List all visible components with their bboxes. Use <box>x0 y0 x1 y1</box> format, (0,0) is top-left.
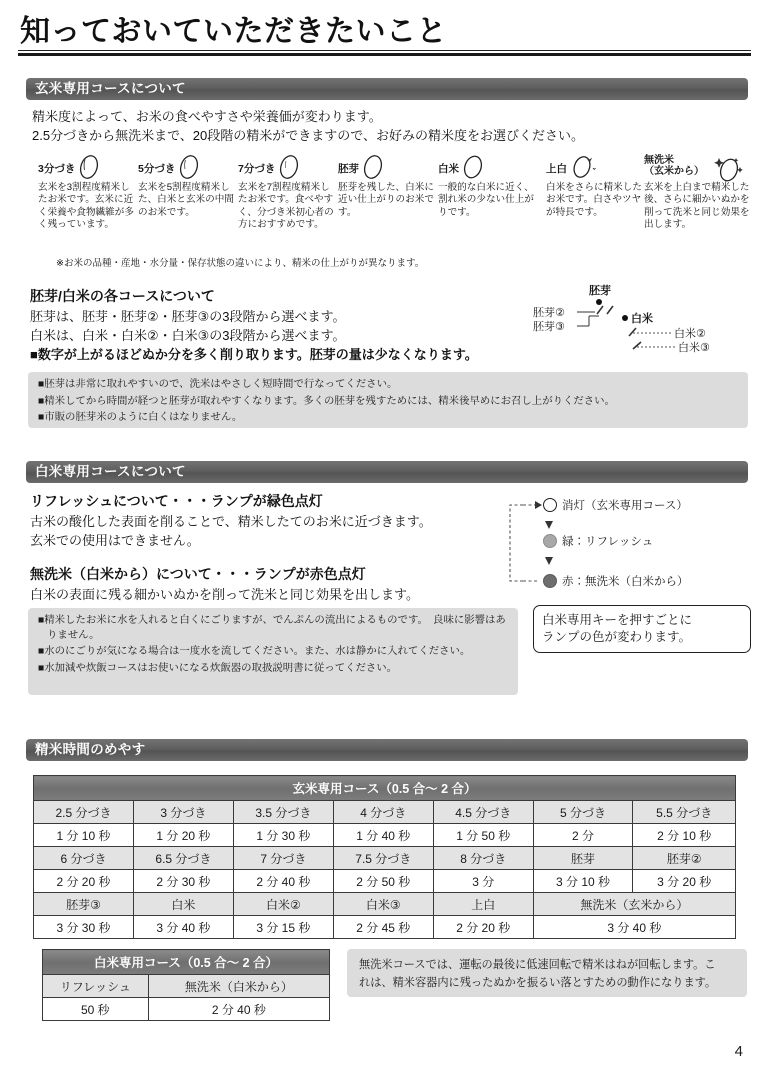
lamp-state-off <box>543 497 688 513</box>
table-row <box>34 870 736 893</box>
table-row <box>34 893 736 916</box>
white-rice-note-item: ■水のにごりが気になる場合は一度水を流してください。また、水は静かに入れてください。 <box>38 646 471 657</box>
rice-grain-dark-icon <box>78 154 100 183</box>
germ-white-step-diagram <box>533 285 748 358</box>
table-cell: 7 分づき <box>233 847 333 870</box>
table-cell: 2 分 20 秒 <box>433 916 533 939</box>
grain-header <box>38 155 134 181</box>
table-cell: 2 分 40 秒 <box>148 998 329 1021</box>
table-cell: 無洗米（白米から） <box>148 975 329 998</box>
diagram-label-germ2: 胚芽② <box>533 307 565 319</box>
grain-column-3bu <box>38 155 134 232</box>
grain-label: 5分づき <box>138 162 176 175</box>
table-cell: 2.5 分づき <box>34 801 134 824</box>
germ-note-item: ■市販の胚芽米のように白くはなりません。 <box>38 412 243 423</box>
grain-description: 玄米を7割程度精米したお米です。食べやすく、分づき米初心者の方におすすめです。 <box>238 182 334 231</box>
white-rice-note-item: ■水加減や炊飯コースはお使いになる炊飯器の取扱説明書に従ってください。 <box>38 662 398 674</box>
section-header-polish-time: 精米時間のめやす <box>26 739 748 761</box>
rice-grain-germ-icon <box>362 154 384 183</box>
diagram-label-germ: 胚芽 <box>589 285 611 297</box>
table-cell: 3 分 10 秒 <box>533 870 633 893</box>
grain-label: 無洗米 <box>644 155 674 166</box>
page-title: 知っておいていただきたいこと <box>20 15 447 48</box>
table-row <box>43 975 330 998</box>
rice-grain-polished-icon <box>570 154 600 183</box>
white-rice-time-table <box>42 949 330 1021</box>
white-rice-notes-box <box>28 608 518 695</box>
table-cell: 胚芽 <box>533 847 633 870</box>
refresh-line1: 古米の酸化した表面を削ることで、精米したてのお米に近づきます。 <box>30 514 432 529</box>
grain-column-musenmai <box>644 155 750 232</box>
table-cell: 1 分 50 秒 <box>433 824 533 847</box>
grain-header <box>644 155 750 185</box>
lamp-green-icon <box>543 534 557 548</box>
table-cell: 3 分づき <box>133 801 233 824</box>
grain-description: 玄米を3割程度精米したお米です。玄米に近く栄養や食物繊維が多く残っています。 <box>38 182 134 231</box>
key-note-line2: ランプの色が変わります。 <box>542 630 692 644</box>
table-cell: 上白 <box>433 893 533 916</box>
germ-notes-box <box>28 372 748 428</box>
lamp-red-label: 赤：無洗米（白米から） <box>562 576 689 588</box>
table-cell: 2 分 45 秒 <box>333 916 433 939</box>
rice-grain-medium-icon <box>178 154 200 183</box>
table-cell: 3 分 40 秒 <box>533 916 735 939</box>
table-cell: 3 分 <box>433 870 533 893</box>
rice-grain-light-icon <box>278 154 300 183</box>
table-caption-row <box>34 776 736 801</box>
grain-header <box>438 155 542 181</box>
table-cell: 8 分づき <box>433 847 533 870</box>
lamp-state-red <box>543 573 689 589</box>
lamp-off-label: 消灯（玄米専用コース） <box>562 500 688 512</box>
table-cell: 3 分 15 秒 <box>233 916 333 939</box>
table-cell: 6 分づき <box>34 847 134 870</box>
table-cell: 2 分 10 秒 <box>633 824 736 847</box>
grain-header <box>138 155 234 181</box>
grain-label: 胚芽 <box>338 162 359 175</box>
diagram-label-germ3: 胚芽③ <box>533 321 565 333</box>
table-row <box>34 824 736 847</box>
lamp-red-icon <box>543 574 557 588</box>
lamp-off-icon <box>543 498 557 512</box>
table-cell: 1 分 30 秒 <box>233 824 333 847</box>
table-cell: 2 分 20 秒 <box>34 870 134 893</box>
table-cell: 胚芽② <box>633 847 736 870</box>
table-cell: 3.5 分づき <box>233 801 333 824</box>
germ-note-item: ■精米してから時間が経つと胚芽が取れやすくなります。多くの胚芽を残すためには、精米後早めにお召し上がりください。 <box>38 395 615 407</box>
grain-column-top-white <box>546 155 642 219</box>
table-cell: 2 分 40 秒 <box>233 870 333 893</box>
table-cell: 5 分づき <box>533 801 633 824</box>
table-row <box>34 847 736 870</box>
table-cell: 無洗米（玄米から） <box>533 893 735 916</box>
grain-description: 白米をさらに精米したお米です。白さやツヤが特長です。 <box>546 182 642 218</box>
musenmai-heading: 無洗米（白米から）について・・・ランプが赤色点灯 <box>30 566 366 582</box>
page-title-block <box>18 16 751 56</box>
table-cell: 4.5 分づき <box>433 801 533 824</box>
brown-rice-intro-line1: 精米度によって、お米の食べやすさや栄養価が変わります。 <box>32 109 382 124</box>
rice-grain-gallery <box>30 155 750 265</box>
grain-label: 上白 <box>546 162 567 175</box>
brown-rice-time-table <box>33 775 736 939</box>
table-cell: 3 分 40 秒 <box>133 916 233 939</box>
grain-column-5bu <box>138 155 234 219</box>
table-cell: 2 分 50 秒 <box>333 870 433 893</box>
table-cell: 50 秒 <box>43 998 149 1021</box>
table-cell: 3 分 30 秒 <box>34 916 134 939</box>
grain-label-sub: （玄米から） <box>644 166 704 177</box>
lamp-cycle-diagram <box>505 495 755 600</box>
grain-header <box>546 155 642 181</box>
page-number: 4 <box>734 1043 743 1060</box>
brown-table-caption: 玄米専用コース（0.5 合～ 2 合） <box>34 776 736 801</box>
refresh-heading: リフレッシュについて・・・ランプが緑色点灯 <box>30 493 323 509</box>
side-note-line2: れは、精米容器内に残ったぬかを振るい落とすための動作になります。 <box>359 977 717 989</box>
grain-label: 白米 <box>438 162 459 175</box>
table-cell: 1 分 20 秒 <box>133 824 233 847</box>
diagram-label-white2: 白米② <box>674 328 706 340</box>
white-rice-key-callout <box>533 605 751 653</box>
germ-note-item: ■胚芽は非常に取れやすいので、洗米はやさしく短時間で行なってください。 <box>38 379 398 390</box>
table-cell: 2 分 <box>533 824 633 847</box>
refresh-line2: 玄米での使用はできません。 <box>30 533 200 548</box>
germ-white-line2: 白米は、白米・白米②・白米③の3段階から選べます。 <box>30 328 346 343</box>
section-header-brown-rice-course: 玄米専用コースについて <box>26 78 748 100</box>
grain-description: 玄米を上白まで精米した後、さらに細かいぬかを削って洗米と同じ効果を出します。 <box>644 182 750 231</box>
grain-header <box>238 155 334 181</box>
germ-white-line3: ■数字が上がるほどぬか分を多く削り取ります。胚芽の量は少なくなります。 <box>30 347 478 362</box>
rice-grain-white-icon <box>462 154 484 183</box>
table-cell: 4 分づき <box>333 801 433 824</box>
grain-column-germ <box>338 155 434 219</box>
grain-description: 胚芽を残した、白米に近い仕上がりのお米です。 <box>338 182 434 218</box>
grain-header <box>338 155 434 181</box>
grain-description: 一般的な白米に近く、割れ米の少ない仕上がりです。 <box>438 182 534 218</box>
table-cell: 5.5 分づき <box>633 801 736 824</box>
table-cell: 6.5 分づき <box>133 847 233 870</box>
grain-column-7bu <box>238 155 334 232</box>
title-rule-thick <box>18 53 751 56</box>
grain-label: 3分づき <box>38 162 76 175</box>
diagram-label-white3: 白米③ <box>678 342 710 354</box>
table-cell: 白米② <box>233 893 333 916</box>
diagram-label-white: 白米 <box>631 313 653 325</box>
table-cell: 白米③ <box>333 893 433 916</box>
section-header-white-rice-course: 白米専用コースについて <box>26 461 748 483</box>
side-note-line1: 無洗米コースでは、運転の最後に低速回転で精米はねが回転します。こ <box>359 959 716 971</box>
grain-column-white <box>438 155 542 219</box>
lamp-state-green <box>543 533 653 549</box>
table-cell: 1 分 40 秒 <box>333 824 433 847</box>
musenmai-side-note-box <box>347 949 747 997</box>
lamp-green-label: 緑：リフレッシュ <box>562 536 654 548</box>
white-rice-note-item: ■精米したお米に水を入れると白くにごりますが、でんぷんの流出によるものです。 良味に影響はありません。 <box>38 615 506 641</box>
white-table-caption: 白米専用コース（0.5 合～ 2 合） <box>43 950 330 975</box>
table-row <box>34 916 736 939</box>
table-cell: 3 分 20 秒 <box>633 870 736 893</box>
musenmai-line1: 白米の表面に残る細かいぬかを削って洗米と同じ効果を出します。 <box>30 587 419 602</box>
key-note-line1: 白米専用キーを押すごとに <box>542 613 693 627</box>
table-row <box>43 998 330 1021</box>
table-row <box>34 801 736 824</box>
grain-label: 7分づき <box>238 162 276 175</box>
table-cell: リフレッシュ <box>43 975 149 998</box>
germ-white-line1: 胚芽は、胚芽・胚芽②・胚芽③の3段階から選べます。 <box>30 309 346 324</box>
table-cell: 7.5 分づき <box>333 847 433 870</box>
grain-description: 玄米を5割程度精米した、白米と玄米の中間のお米です。 <box>138 182 234 218</box>
table-cell: 白米 <box>133 893 233 916</box>
table-cell: 胚芽③ <box>34 893 134 916</box>
table-cell: 1 分 10 秒 <box>34 824 134 847</box>
brown-rice-intro-line2: 2.5分づきから無洗米まで、20段階の精米ができますので、お好みの精米度をお選びください。 <box>32 128 585 143</box>
brown-rice-footnote: ※お米の品種・産地・水分量・保存状態の違いにより、精米の仕上がりが異なります。 <box>56 258 425 269</box>
table-cell: 2 分 30 秒 <box>133 870 233 893</box>
table-caption-row <box>43 950 330 975</box>
germ-white-heading: 胚芽/白米の各コースについて <box>30 288 215 304</box>
